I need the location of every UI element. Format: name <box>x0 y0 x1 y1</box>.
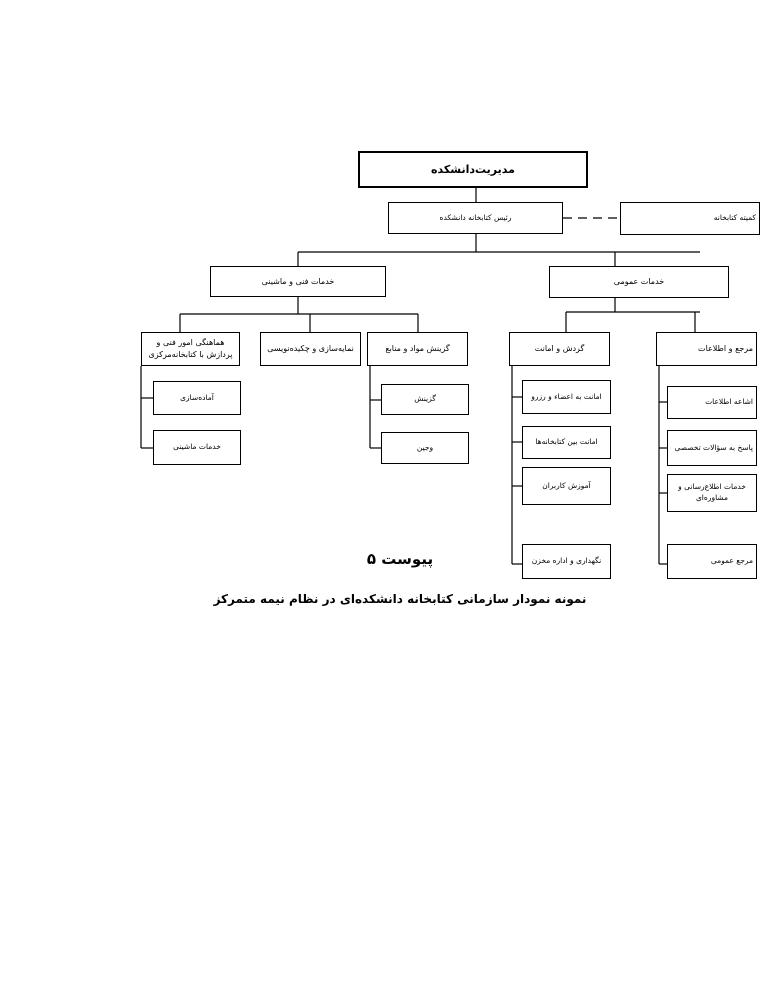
figure-caption: نمونه نمودار سازمانی کتابخانه دانشکده‌ای در نظام نیمه متمرکز <box>213 592 587 606</box>
node-library-committee-label: کمیته کتابخانه <box>713 213 756 223</box>
node-selection: گزینش مواد و منابع <box>367 332 468 366</box>
node-circulation: گردش و امانت <box>509 332 610 366</box>
node-ref-sub-3-label: خدمات اطلاع‌رسانی و مشاوره‌ای <box>678 482 746 502</box>
node-indexing-abstracting: نمایه‌سازی و چکیده‌نویسی <box>260 332 361 366</box>
node-technical-coordination: هماهنگی امور فنی و پردازش با کتابخانه‌مرکزی <box>141 332 240 366</box>
node-ref-sub-1-label: اشاعه اطلاعات <box>705 397 753 407</box>
node-ref-sub-3 <box>667 474 757 512</box>
node-library-head: رئیس کتابخانه دانشکده <box>388 202 563 234</box>
node-circ-sub-stacks: نگهداری و اداره مخزن <box>522 544 611 579</box>
node-ref-sub-4 <box>667 544 757 579</box>
node-coord-sub-preparation: آماده‌سازی <box>153 381 241 415</box>
node-ref-sub-2-label: پاسخ به سؤالات تخصصی <box>674 442 753 452</box>
node-ref-sub-4-label: مرجع عمومی <box>710 556 753 566</box>
node-selection-sub-weeding: وجین <box>381 432 469 464</box>
node-circ-sub-lending: امانت به اعضاء و رزرو <box>522 380 611 414</box>
node-coord-sub-machine-services: خدمات ماشینی <box>153 430 241 465</box>
node-reference <box>656 332 757 366</box>
node-ref-sub-1 <box>667 386 757 419</box>
node-public-services: خدمات عمومی <box>549 266 729 298</box>
node-reference-label: مرجع و اطلاعات <box>698 344 753 354</box>
node-circ-sub-interlibrary: امانت بین کتابخانه‌ها <box>522 426 611 459</box>
node-selection-sub-selection: گزینش <box>381 384 469 415</box>
appendix-title: پیوست ۵ <box>366 550 434 568</box>
node-ref-sub-2 <box>667 430 757 466</box>
node-library-committee <box>620 202 760 235</box>
node-technical-services: خدمات فنی و ماشینی <box>210 266 386 297</box>
node-college-management: مدیریت‌دانشکده <box>358 151 588 188</box>
node-circ-sub-user-training: آموزش کاربران <box>522 467 611 505</box>
